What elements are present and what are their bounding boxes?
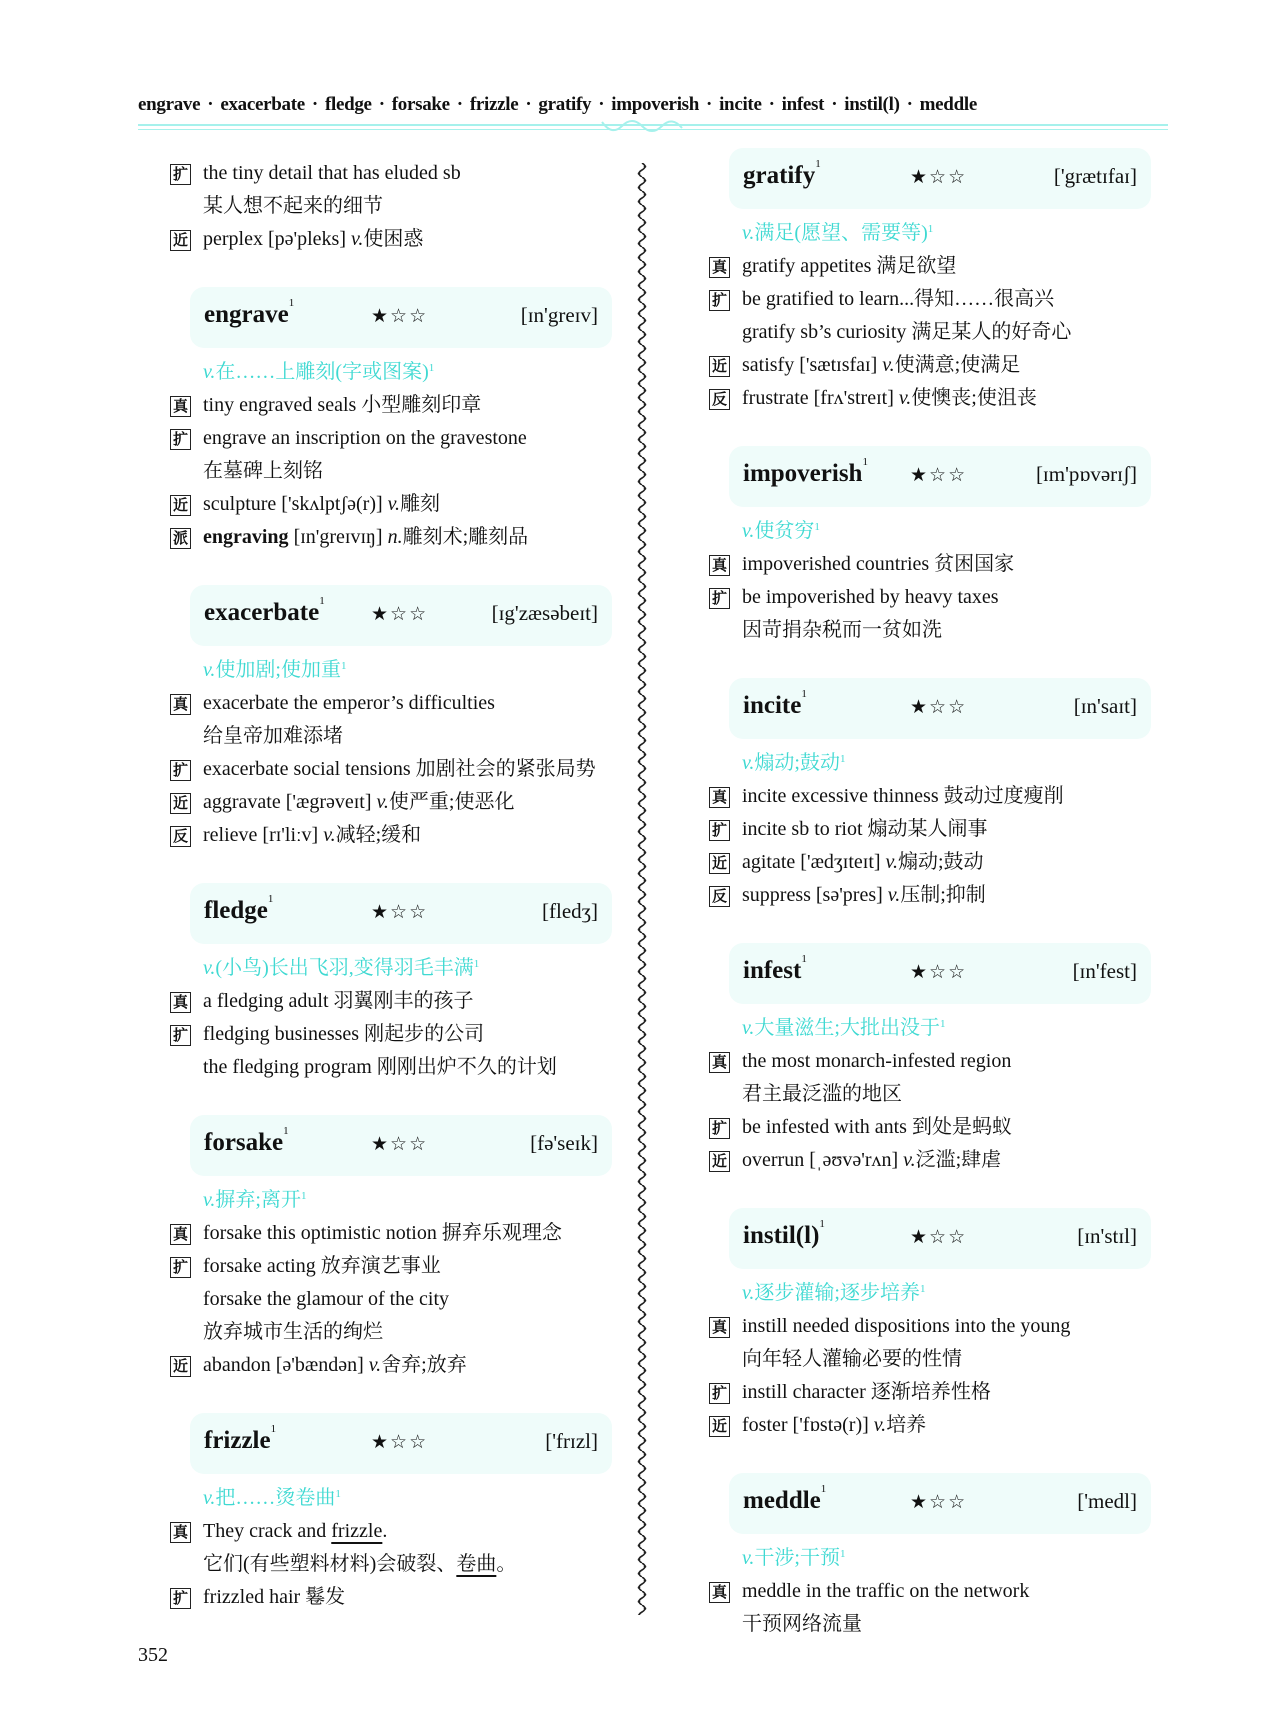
example-line — [707, 1144, 1137, 1177]
entry-headword-box — [190, 1413, 612, 1474]
part-of-speech: v. — [742, 752, 755, 774]
definition-text: 干涉;干预 — [754, 1547, 840, 1569]
line-text: impoverished countries 贫困国家 — [742, 553, 1015, 575]
example-line — [707, 250, 1137, 283]
headword-text: forsake — [204, 1129, 284, 1156]
part-of-speech: v. — [203, 659, 216, 681]
header-separator: · — [706, 94, 713, 115]
tag-近-icon: 近 — [709, 1151, 730, 1172]
header-word: gratify — [538, 94, 592, 115]
part-of-speech: v. — [203, 361, 216, 383]
tag-真-icon: 真 — [709, 1582, 730, 1603]
entry-headword-box — [729, 943, 1151, 1004]
example-line — [707, 879, 1137, 912]
line-text: 泛滥;肆虐 — [915, 1149, 1002, 1171]
tag-扩-icon: 扩 — [709, 1383, 730, 1404]
example-line — [707, 1343, 1137, 1376]
line-text: perplex [pə'pleks] — [203, 228, 351, 250]
headword-sup: 1 — [283, 1125, 289, 1137]
header-word: impoverish — [611, 94, 700, 115]
part-of-speech: v. — [742, 222, 755, 244]
frequency-stars: ★☆☆ — [371, 901, 429, 923]
line-text: gratify sb’s curiosity 满足某人的好奇心 — [742, 321, 1072, 343]
example-line — [707, 813, 1137, 846]
header-separator: · — [598, 94, 605, 115]
example-line — [168, 1581, 598, 1614]
example-line — [707, 1078, 1137, 1111]
line-text: instill character 逐渐培养性格 — [742, 1381, 991, 1403]
line-text: frizzle — [331, 1520, 383, 1542]
tag-近-icon: 近 — [170, 495, 191, 516]
line-text: satisfy ['sætɪsfaɪ] — [742, 354, 883, 376]
definition-text: 逐步灌输;逐步培养 — [754, 1282, 920, 1304]
headword-sup: 1 — [288, 297, 295, 309]
line-text: 雕刻术;雕刻品 — [402, 526, 529, 548]
line-text: v. — [376, 791, 389, 813]
line-text: frustrate [frʌ'streɪt] — [742, 387, 899, 409]
line-text: v. — [903, 1149, 916, 1171]
headword — [743, 1483, 827, 1515]
line-text: instill needed dispositions into the young — [742, 1315, 1071, 1337]
tag-反-icon: 反 — [170, 826, 191, 847]
headword-sup: 1 — [820, 1483, 827, 1495]
entry-headword-box — [190, 287, 612, 348]
frequency-stars: ★☆☆ — [910, 1491, 968, 1513]
header-word: exacerbate — [220, 94, 305, 115]
entry-headword-box — [729, 446, 1151, 507]
line-text: v. — [882, 354, 895, 376]
example-line — [707, 780, 1137, 813]
headword-text: engrave — [204, 301, 289, 328]
headword-text: fledge — [204, 897, 268, 924]
definition-sup: 1 — [473, 958, 480, 970]
tag-近-icon: 近 — [709, 1416, 730, 1437]
line-text: 在墓碑上刻铭 — [203, 460, 323, 482]
definition-text: 大量滋生;大批出没于 — [754, 1017, 940, 1039]
phonetic: [fledʒ] — [542, 899, 598, 923]
tag-反-icon: 反 — [709, 886, 730, 907]
frequency-stars: ★☆☆ — [371, 603, 429, 625]
line-text: fledging businesses 刚起步的公司 — [203, 1023, 485, 1045]
header-separator: · — [906, 94, 913, 115]
phonetic: [ɪn'fest] — [1072, 959, 1137, 983]
example-line — [707, 316, 1137, 349]
example-line — [707, 1608, 1137, 1641]
tag-近-icon: 近 — [709, 356, 730, 377]
example-line — [168, 157, 598, 190]
line-text: a fledging adult 羽翼刚丰的孩子 — [203, 990, 474, 1012]
example-line — [707, 614, 1137, 647]
header-ornament-icon — [600, 118, 690, 134]
headword-text: frizzle — [204, 1427, 271, 1454]
line-text: v. — [387, 493, 401, 515]
example-line — [707, 382, 1137, 415]
line-text: 雕刻 — [400, 493, 441, 515]
example-line — [168, 1217, 598, 1250]
line-text: foster ['fɒstə(r)] — [742, 1414, 874, 1436]
tag-扩-icon: 扩 — [170, 1588, 191, 1609]
header-separator: · — [831, 94, 838, 115]
headword — [204, 297, 295, 329]
headword-sup: 1 — [267, 893, 274, 905]
line-text: 使懊丧;使沮丧 — [911, 387, 1037, 409]
example-line — [168, 1316, 598, 1349]
line-text: the tiny detail that has eluded sb — [203, 162, 461, 184]
header-word: incite — [719, 94, 762, 115]
line-text: 。 — [496, 1553, 517, 1575]
tag-真-icon: 真 — [170, 396, 191, 417]
part-of-speech: v. — [203, 1189, 216, 1211]
line-text: be infested with ants 到处是蚂蚁 — [742, 1116, 1012, 1138]
tag-扩-icon: 扩 — [170, 429, 191, 450]
left-column — [168, 157, 598, 1614]
example-line — [168, 1051, 598, 1084]
tag-真-icon: 真 — [170, 1224, 191, 1245]
example-line — [707, 548, 1137, 581]
frequency-stars: ★☆☆ — [371, 1431, 429, 1453]
definition-sup: 1 — [335, 1488, 341, 1500]
tag-真-icon: 真 — [170, 1522, 191, 1543]
definition-text: 满足(愿望、需要等) — [754, 222, 928, 244]
definition-sup: 1 — [300, 1190, 307, 1202]
line-text: the fledging program 刚刚出炉不久的计划 — [203, 1056, 557, 1078]
example-line — [168, 1283, 598, 1316]
definition-text: 煽动;鼓动 — [754, 752, 840, 774]
line-text: be gratified to learn...得知……很高兴 — [742, 288, 1055, 310]
line-text: 放弃城市生活的绚烂 — [203, 1321, 383, 1343]
header-word: fledge — [324, 94, 372, 115]
definition-sup: 1 — [814, 521, 820, 533]
headword-text: meddle — [743, 1487, 821, 1514]
phonetic: [ɪn'greɪv] — [520, 303, 598, 327]
headword — [743, 1218, 825, 1250]
headword-sup: 1 — [319, 595, 325, 607]
line-text: 君主最泛滥的地区 — [742, 1083, 902, 1105]
tag-真-icon: 真 — [170, 992, 191, 1013]
line-text: relieve [rɪ'liːv] — [203, 824, 324, 846]
header-word: forsake — [391, 94, 450, 115]
phonetic: ['medl] — [1077, 1489, 1137, 1513]
tag-扩-icon: 扩 — [170, 1257, 191, 1278]
header-separator: · — [456, 94, 463, 115]
line-text: incite sb to riot 煽动某人闹事 — [742, 818, 988, 840]
headword-sup: 1 — [270, 1423, 277, 1435]
definition-sup: 1 — [428, 362, 435, 374]
line-text: exacerbate social tensions 加剧社会的紧张局势 — [203, 758, 596, 780]
header-word: meddle — [919, 94, 977, 115]
headword-text: infest — [743, 957, 802, 984]
line-text: 使严重;使恶化 — [388, 791, 515, 813]
definition — [707, 747, 1137, 780]
headword-sup: 1 — [801, 953, 807, 965]
tag-近-icon: 近 — [709, 853, 730, 874]
example-line — [707, 1310, 1137, 1343]
definition — [707, 1277, 1137, 1310]
headword-text: exacerbate — [204, 599, 320, 626]
example-line — [168, 819, 598, 852]
tag-扩-icon: 扩 — [709, 588, 730, 609]
example-line — [707, 1409, 1137, 1442]
example-line — [168, 455, 598, 488]
tag-反-icon: 反 — [709, 389, 730, 410]
line-text: gratify appetites 满足欲望 — [742, 255, 957, 277]
entry-headword-box — [190, 1115, 612, 1176]
line-text: the most monarch-infested region — [742, 1050, 1012, 1072]
line-text: [ɪn'greɪvɪŋ] — [288, 526, 388, 548]
headword-sup: 1 — [862, 456, 868, 468]
example-line — [707, 1376, 1137, 1409]
line-text: meddle in the traffic on the network — [742, 1580, 1030, 1602]
tag-近-icon: 近 — [170, 230, 191, 251]
example-line — [168, 1515, 598, 1548]
definition-sup: 1 — [839, 1548, 846, 1560]
definition — [168, 1482, 598, 1515]
example-line — [168, 223, 598, 256]
line-text: v. — [351, 228, 364, 250]
example-line — [168, 687, 598, 720]
line-text: 它们(有些塑料材料)会破裂、 — [203, 1553, 457, 1575]
part-of-speech: v. — [742, 1547, 755, 1569]
example-line — [168, 985, 598, 1018]
definition-sup: 1 — [939, 1018, 946, 1030]
line-text: aggravate ['ægrəveɪt] — [203, 791, 377, 813]
line-text: v. — [368, 1354, 382, 1376]
tag-真-icon: 真 — [709, 1052, 730, 1073]
example-line — [168, 1018, 598, 1051]
definition — [707, 515, 1137, 548]
header-separator: · — [525, 94, 532, 115]
line-text: 减轻;缓和 — [335, 824, 422, 846]
header-separator: · — [207, 94, 214, 115]
definition — [168, 952, 598, 985]
tag-真-icon: 真 — [170, 694, 191, 715]
line-text: v. — [898, 387, 912, 409]
entry-headword-box — [729, 678, 1151, 739]
phonetic: [ɪn'saɪt] — [1073, 694, 1137, 718]
frequency-stars: ★☆☆ — [910, 464, 968, 486]
tag-近-icon: 近 — [170, 793, 191, 814]
header-word: frizzle — [469, 94, 519, 115]
line-text: 给皇帝加难添堵 — [203, 725, 343, 747]
example-line — [707, 581, 1137, 614]
headword — [743, 456, 868, 488]
example-line — [707, 283, 1137, 316]
tag-扩-icon: 扩 — [709, 1118, 730, 1139]
headword — [204, 1423, 277, 1455]
line-text: tiny engraved seals 小型雕刻印章 — [203, 394, 482, 416]
tag-扩-icon: 扩 — [709, 820, 730, 841]
line-text: 使满意;使满足 — [894, 354, 1021, 376]
definition — [707, 1542, 1137, 1575]
header-word: engrave — [138, 94, 201, 115]
line-text: exacerbate the emperor’s difficulties — [203, 692, 495, 714]
frequency-stars: ★☆☆ — [910, 166, 968, 188]
tag-真-icon: 真 — [709, 257, 730, 278]
example-line — [168, 720, 598, 753]
example-line — [168, 753, 598, 786]
entry-headword-box — [729, 1473, 1151, 1534]
definition-text: 摒弃;离开 — [215, 1189, 301, 1211]
part-of-speech: v. — [203, 1487, 216, 1509]
line-text: v. — [323, 824, 336, 846]
line-text: overrun [ˌəʊvə'rʌn] — [742, 1149, 904, 1171]
line-text: They crack and — [203, 1520, 332, 1542]
headword — [204, 1125, 289, 1157]
phonetic: [ɪn'stɪl] — [1077, 1224, 1137, 1248]
headword-sup: 1 — [819, 1218, 825, 1230]
part-of-speech: v. — [742, 1017, 755, 1039]
line-text: 舍弃;放弃 — [381, 1354, 467, 1376]
headword-text: impoverish — [743, 460, 863, 487]
example-line — [707, 1111, 1137, 1144]
definition — [707, 1012, 1137, 1045]
phonetic: [ɪm'pɒvərɪʃ] — [1035, 462, 1137, 486]
tag-派-icon: 派 — [170, 528, 191, 549]
line-text: 因苛捐杂税而一贫如洗 — [742, 619, 942, 641]
headword — [743, 953, 807, 985]
line-text: 卷曲 — [456, 1553, 497, 1575]
line-text: suppress [sə'pres] — [742, 884, 888, 906]
line-text: v. — [887, 884, 901, 906]
line-text: 向年轻人灌输必要的性情 — [742, 1348, 962, 1370]
headword — [743, 158, 821, 190]
page-number: 352 — [138, 1644, 168, 1666]
tag-扩-icon: 扩 — [170, 760, 191, 781]
line-text: 压制;抑制 — [900, 884, 986, 906]
tag-真-icon: 真 — [709, 787, 730, 808]
header-separator: · — [378, 94, 385, 115]
line-text: n. — [387, 526, 403, 548]
line-text: sculpture ['skʌlptʃə(r)] — [203, 493, 388, 515]
line-text: 培养 — [886, 1414, 927, 1436]
phonetic: [ɪg'zæsəbeɪt] — [491, 601, 598, 625]
example-line — [168, 488, 598, 521]
example-line — [707, 1045, 1137, 1078]
headword-sup: 1 — [815, 158, 821, 170]
example-line — [707, 1575, 1137, 1608]
example-line — [168, 521, 598, 554]
entry-headword-box — [190, 883, 612, 944]
part-of-speech: v. — [742, 1282, 755, 1304]
definition-text: (小鸟)长出飞羽,变得羽毛丰满 — [215, 957, 474, 979]
line-text: 煽动;鼓动 — [897, 851, 984, 873]
line-text: 使困惑 — [363, 228, 424, 250]
header-separator: · — [768, 94, 775, 115]
tag-扩-icon: 扩 — [170, 164, 191, 185]
phonetic: ['grætɪfaɪ] — [1053, 164, 1137, 188]
right-column — [707, 148, 1137, 1641]
definition-text: 把……烫卷曲 — [215, 1487, 336, 1509]
example-line — [168, 422, 598, 455]
headword-text: incite — [743, 692, 802, 719]
entry-headword-box — [190, 585, 612, 646]
definition — [707, 217, 1137, 250]
headword-text: gratify — [743, 162, 816, 189]
line-text: v. — [885, 851, 898, 873]
header-separator: · — [311, 94, 318, 115]
header-word: instil(l) — [844, 94, 900, 115]
headword-sup: 1 — [801, 688, 807, 700]
headword — [743, 688, 807, 720]
example-line — [168, 786, 598, 819]
definition — [168, 654, 598, 687]
running-header — [138, 94, 977, 116]
definition-text: 在……上雕刻(字或图案) — [215, 361, 429, 383]
tag-真-icon: 真 — [709, 555, 730, 576]
definition-text: 使加剧;使加重 — [215, 659, 341, 681]
example-line — [168, 1548, 598, 1581]
example-line — [707, 349, 1137, 382]
line-text: incite excessive thinness 鼓动过度瘦削 — [742, 785, 1064, 807]
line-text: 干预网络流量 — [742, 1613, 862, 1635]
example-line — [168, 389, 598, 422]
tag-扩-icon: 扩 — [709, 290, 730, 311]
example-line — [707, 846, 1137, 879]
tag-真-icon: 真 — [709, 1317, 730, 1338]
definition-sup: 1 — [340, 660, 347, 672]
header-word: infest — [781, 94, 825, 115]
frequency-stars: ★☆☆ — [371, 1133, 429, 1155]
line-text: agitate ['ædʒɪteɪt] — [742, 851, 886, 873]
line-text: frizzled hair 鬈发 — [203, 1586, 346, 1608]
definition-sup: 1 — [927, 223, 934, 235]
example-line — [168, 190, 598, 223]
line-text: 某人想不起来的细节 — [203, 195, 383, 217]
definition-sup: 1 — [919, 1283, 926, 1295]
frequency-stars: ★☆☆ — [910, 696, 968, 718]
example-line — [168, 1250, 598, 1283]
frequency-stars: ★☆☆ — [910, 1226, 968, 1248]
definition-sup: 1 — [839, 753, 846, 765]
definition — [168, 1184, 598, 1217]
headword — [204, 893, 274, 925]
part-of-speech: v. — [203, 957, 216, 979]
tag-扩-icon: 扩 — [170, 1025, 191, 1046]
line-text: be impoverished by heavy taxes — [742, 586, 999, 608]
definition-text: 使贫穷 — [754, 520, 815, 542]
line-text: forsake the glamour of the city — [203, 1288, 450, 1310]
line-text: . — [382, 1520, 388, 1542]
definition — [168, 356, 598, 389]
entry-headword-box — [729, 148, 1151, 209]
line-text: engraving — [203, 526, 289, 548]
line-text: abandon [ə'bændən] — [203, 1354, 369, 1376]
tag-近-icon: 近 — [170, 1356, 191, 1377]
line-text: engrave an inscription on the gravestone — [203, 427, 527, 449]
line-text: forsake acting 放弃演艺事业 — [203, 1255, 441, 1277]
frequency-stars: ★☆☆ — [371, 305, 429, 327]
entry-headword-box — [729, 1208, 1151, 1269]
example-line — [168, 1349, 598, 1382]
headword-text: instil(l) — [743, 1222, 820, 1249]
wavy-column-divider — [634, 163, 650, 1615]
line-text: forsake this optimistic notion 摒弃乐观理念 — [203, 1222, 562, 1244]
frequency-stars: ★☆☆ — [910, 961, 968, 983]
headword — [204, 595, 325, 627]
phonetic: ['frɪzl] — [545, 1429, 598, 1453]
line-text: v. — [873, 1414, 887, 1436]
part-of-speech: v. — [742, 520, 755, 542]
phonetic: [fə'seɪk] — [530, 1131, 598, 1155]
